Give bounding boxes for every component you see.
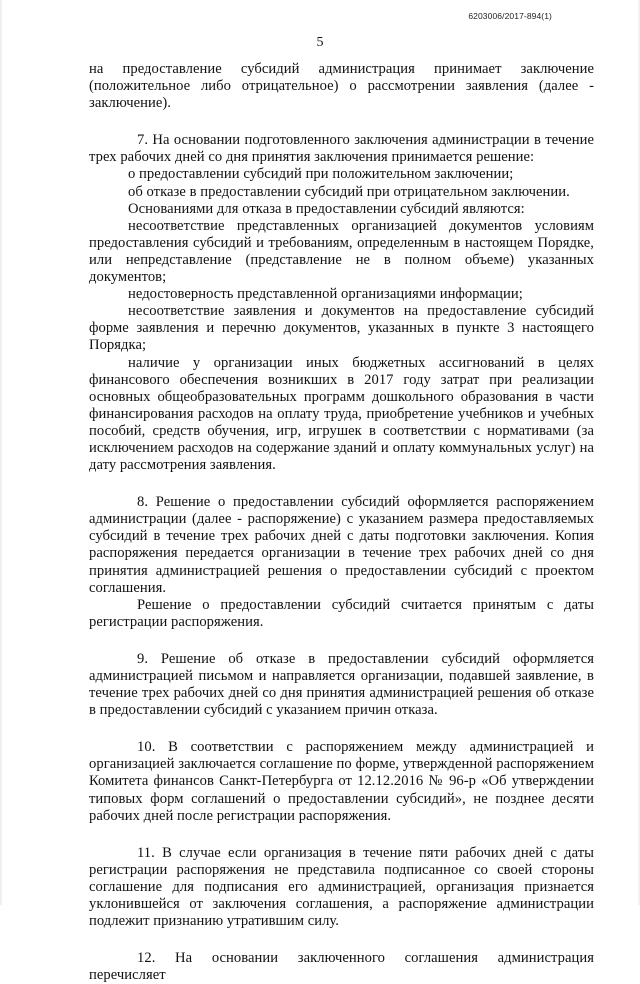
page-number: 5 [316, 35, 324, 50]
scan-edge-left [0, 0, 3, 905]
paragraph-7-item: наличие у организации иных бюджетных ассигнований в целях финансового обеспечения возникших в 2017 году затрат при реализации основных общеобразовательных программ дошкольного образования в части финансирования расходов на оплату труда, приобретение учебников и учебных пособий, средств обучения, игр, игрушек в соответствии с нормативами (за исключением расходов на содержание зданий и оплату коммунальных услуг) на дату рассмотрения заявления. [89, 354, 594, 474]
paragraph-12: 12. На основании заключенного соглашения администрация перечисляет [89, 950, 594, 984]
paragraph-intro: на предоставление субсидий администрация принимает заключение (положительное либо отрицательное) о рассмотрении заявления (далее - заключение). [89, 61, 594, 112]
paragraph-gap [89, 930, 594, 950]
paragraph-9: 9. Решение об отказе в предоставлении субсидий оформляется администрацией письмом и направляется организации, подавшей заявление, в течение трех рабочих дней со дня принятия администрацией решения об отказе в предоставлении субсидий с указанием причин отказа. [89, 650, 594, 719]
paragraph-8: 8. Решение о предоставлении субсидий оформляется распоряжением администрации (далее - распоряжение) с указанием размера предоставляемых субсидий в течение трех рабочих дней с даты подготовки заключения. Копия распоряжения передается организации в течение трех рабочих дней со дня принятия администрацией решения о предоставлении субсидий с проектом соглашения. [89, 494, 594, 596]
paragraph-8-continued: Решение о предоставлении субсидий считается принятым с даты регистрации распоряжения. [89, 596, 594, 630]
paragraph-11: 11. В случае если организация в течение пяти рабочих дней с даты регистрации распоряжения не представила подписанное со своей стороны соглашение для подписания его администрацией, организация признается уклонившейся от заключения соглашения, а распоряжение администрации подлежит признанию утратившим силу. [89, 844, 594, 930]
paragraph-7: 7. На основании подготовленного заключения администрации в течение трех рабочих дней со дня принятия заключения принимается решение: [89, 132, 594, 166]
paragraph-7-item: о предоставлении субсидий при положительном заключении; [128, 166, 514, 183]
paragraph-7-item: несоответствие представленных организацией документов условиям предоставления субсидий и требованиям, определенным в настоящем Порядке, или непредставление (представление не в полном объеме) указанных документов; [89, 217, 594, 286]
paragraph-7-item: об отказе в предоставлении субсидий при отрицательном заключении. [128, 183, 570, 200]
paragraph-7-item: недостоверность представленной организациями информации; [128, 286, 523, 303]
paragraph-gap [89, 631, 594, 651]
paragraph-gap [89, 719, 594, 739]
paragraph-gap [89, 825, 594, 845]
paragraph-10: 10. В соответствии с распоряжением между администрацией и организацией заключается соглашение по форме, утвержденной распоряжением Комитета финансов Санкт-Петербурга от 12.12.2016 № 96-р «Об утверждении типовых форм соглашений о предоставлении субсидий», не позднее десяти рабочих дней после регистрации распоряжения. [89, 739, 594, 824]
document-id: 6203006/2017-894(1) [468, 11, 552, 21]
paragraph-7-item: несоответствие заявления и документов на предоставление субсидий форме заявления и перечню документов, указанных в пункте 3 настоящего Порядка; [89, 303, 594, 354]
paragraph-gap [89, 474, 594, 494]
paragraph-7-item: Основаниями для отказа в предоставлении субсидий являются: [128, 200, 525, 217]
paragraph-gap [89, 112, 594, 132]
document-body [89, 61, 594, 984]
